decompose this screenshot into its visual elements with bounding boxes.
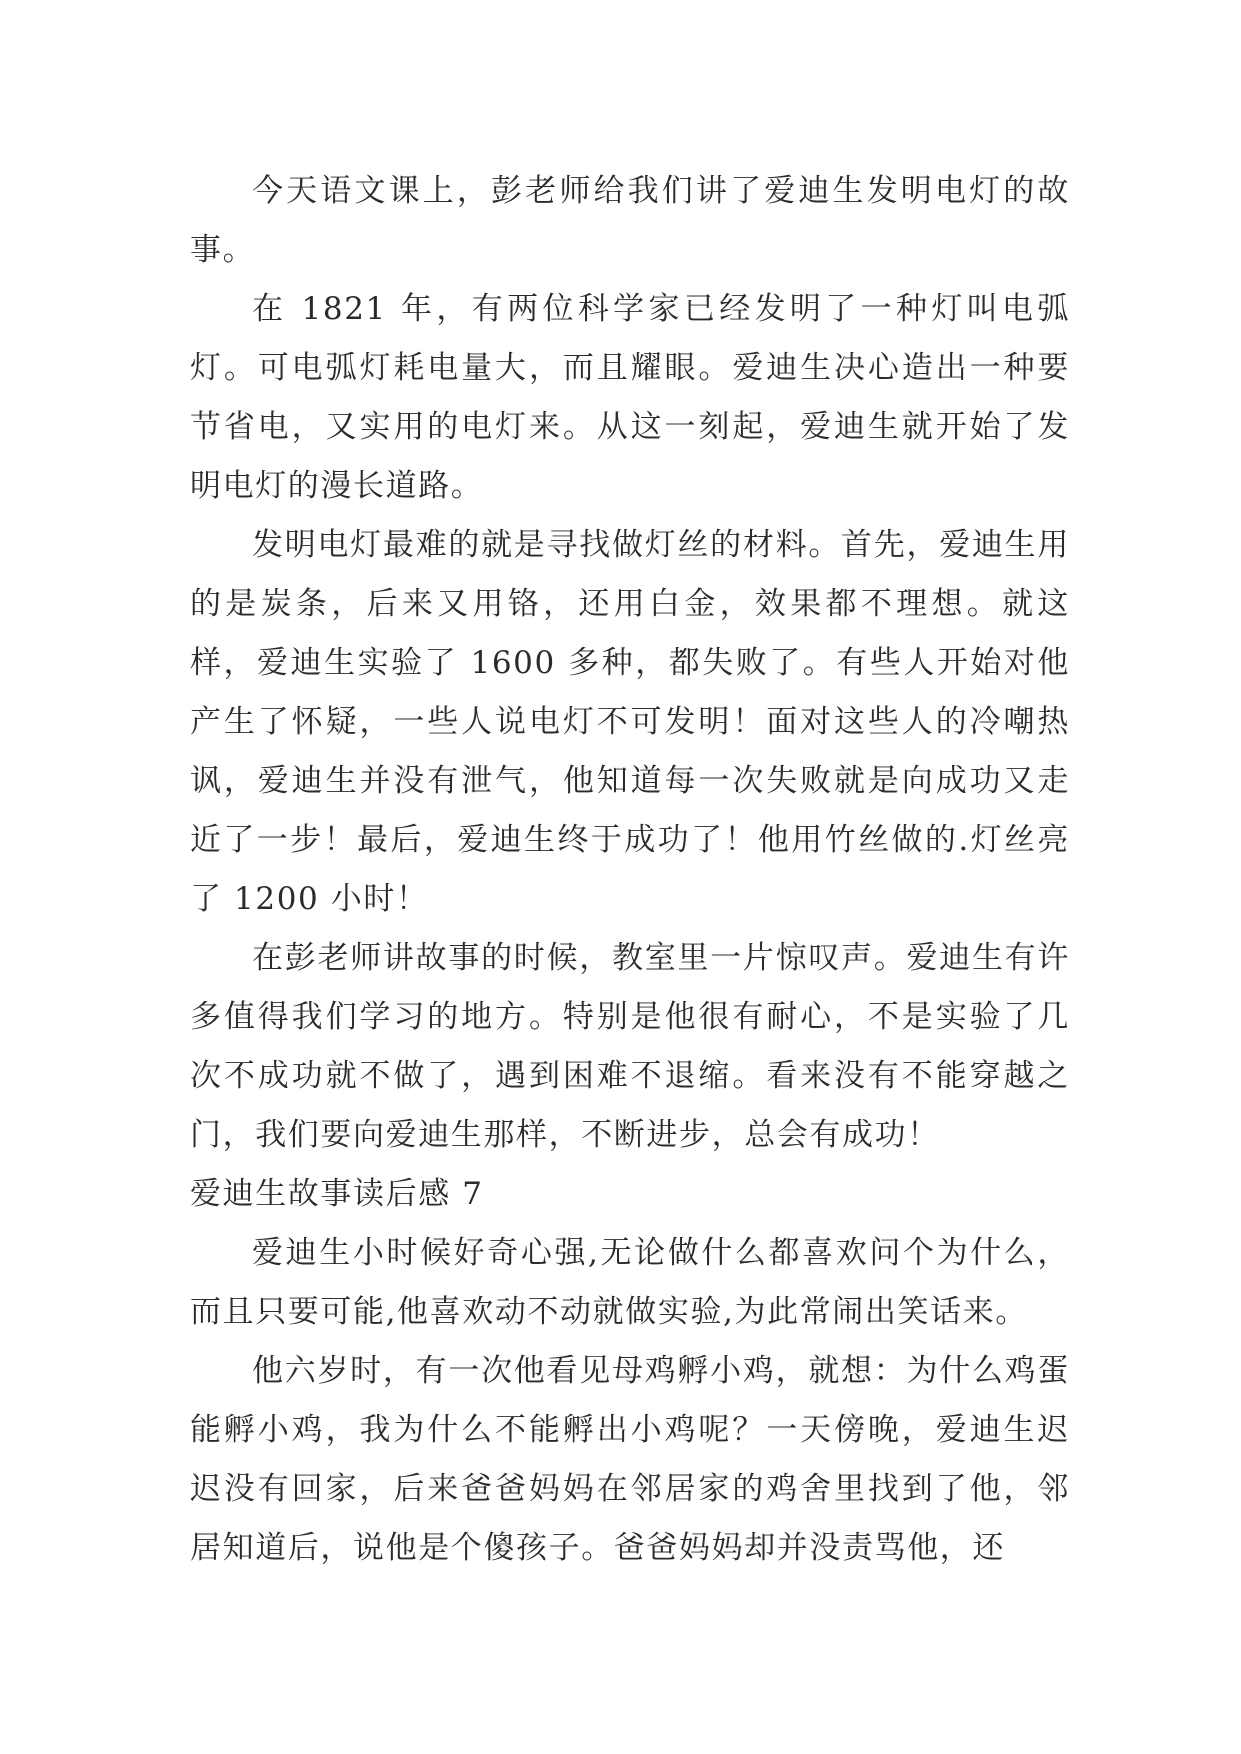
paragraph-arc-lamp: 在 1821 年，有两位科学家已经发明了一种灯叫电弧灯。可电弧灯耗电量大，而且耀眼。爱迪生决心造出一种要节省电，又实用的电灯来。从这一刻起，爱迪生就开始了发明电灯的漫长道路。 — [190, 291, 1070, 504]
paragraph-hatching-eggs: 他六岁时，有一次他看见母鸡孵小鸡，就想：为什么鸡蛋能孵小鸡，我为什么不能孵出小鸡呢？一天傍晚，爱迪生迟迟没有回家，后来爸爸妈妈在邻居家的鸡舍里找到了他，邻居知道后，说他是个傻孩子。爸爸妈妈却并没责骂他，还 — [190, 1353, 1070, 1566]
document-body — [190, 162, 1070, 1578]
section-heading: 爱迪生故事读后感 7 — [190, 1176, 484, 1212]
paragraph-filament-search: 发明电灯最难的就是寻找做灯丝的材料。首先，爱迪生用的是炭条，后来又用铬，还用白金，效果都不理想。就这样，爱迪生实验了 1600 多种，都失败了。有些人开始对他产生了怀疑，一些人说电灯不可发明！面对这些人的冷嘲热讽，爱迪生并没有泄气，他知道每一次失败就是向成功又走近了一步！最后，爱迪生终于成功了！他用竹丝做的.灯丝亮了 1200 小时！ — [190, 527, 1070, 917]
paragraph-curiosity: 爱迪生小时候好奇心强,无论做什么都喜欢问个为什么，而且只要可能,他喜欢动不动就做实验,为此常闹出笑话来。 — [190, 1235, 1070, 1330]
paragraph-reflection: 在彭老师讲故事的时候，教室里一片惊叹声。爱迪生有许多值得我们学习的地方。特别是他很有耐心，不是实验了几次不成功就不做了，遇到困难不退缩。看来没有不能穿越之门，我们要向爱迪生那样，不断进步，总会有成功！ — [190, 940, 1070, 1153]
paragraph-story-intro: 今天语文课上，彭老师给我们讲了爱迪生发明电灯的故事。 — [190, 173, 1070, 268]
